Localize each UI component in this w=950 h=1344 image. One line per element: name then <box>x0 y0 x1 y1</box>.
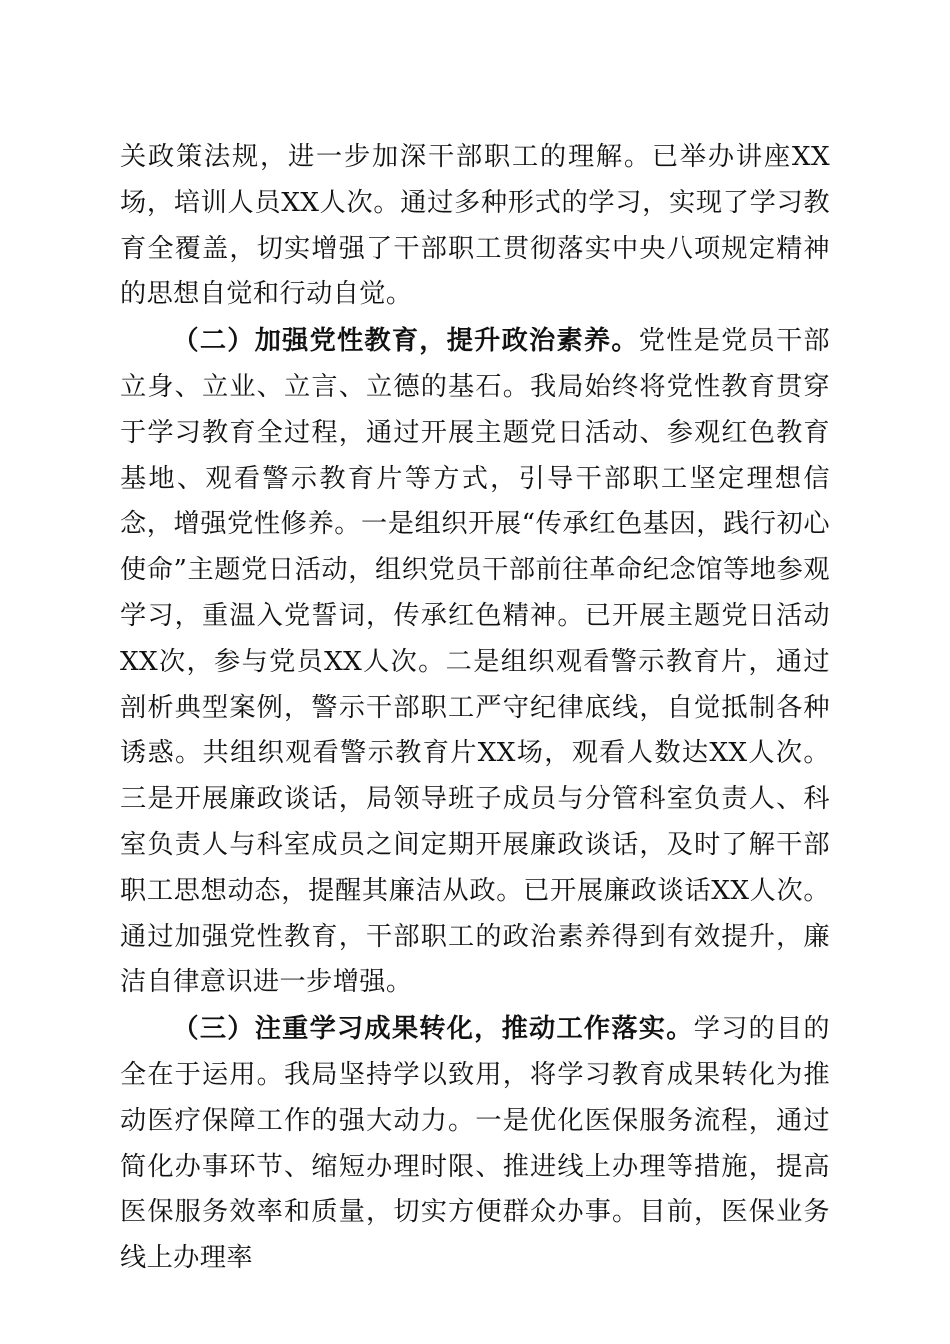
paragraph-body: 关政策法规，进一步加深干部职工的理解。已举办讲座XX场，培训人员XX人次。通过多种形式的学习，实现了学习教育全覆盖，切实增强了干部职工贯彻落实中央八项规定精神的思想自觉和行动自觉。 <box>120 142 830 310</box>
document-body <box>120 135 830 1282</box>
paragraph-section-2 <box>120 318 830 1006</box>
paragraph-body: 学习的目的全在于运用。我局坚持学以致用，将学习教育成果转化为推动医疗保障工作的强大动力。一是优化医保服务流程，通过简化办事环节、缩短办理时限、推进线上办理等措施，提高医保服务效率和质量，切实方便群众办事。目前，医保业务线上办理率 <box>120 1014 831 1274</box>
paragraph-body: 党性是党员干部立身、立业、立言、立德的基石。我局始终将党性教育贯穿于学习教育全过程，通过开展主题党日活动、参观红色教育基地、观看警示教育片等方式，引导干部职工坚定理想信念，增强党性修养。一是组织开展“传承红色基因，践行初心使命”主题党日活动，组织党员干部前往革命纪念馆等地参观学习，重温入党誓词，传承红色精神。已开展主题党日活动XX次，参与党员XX人次。二是组织观看警示教育片，通过剖析典型案例，警示干部职工严守纪律底线，自觉抵制各种诱惑。共组织观看警示教育片XX场，观看人数达XX人次。三是开展廉政谈话，局领导班子成员与分管科室负责人、科室负责人与科室成员之间定期开展廉政谈话，及时了解干部职工思想动态，提醒其廉洁从政。已开展廉政谈话XX人次。通过加强党性教育，干部职工的政治素养得到有效提升，廉洁自律意识进一步增强。 <box>120 326 830 998</box>
paragraph-continued <box>120 135 830 318</box>
section-heading: （二）加强党性教育，提升政治素养。 <box>172 325 639 357</box>
paragraph-section-3 <box>120 1006 830 1282</box>
section-heading: （三）注重学习成果转化，推动工作落实。 <box>172 1013 694 1045</box>
